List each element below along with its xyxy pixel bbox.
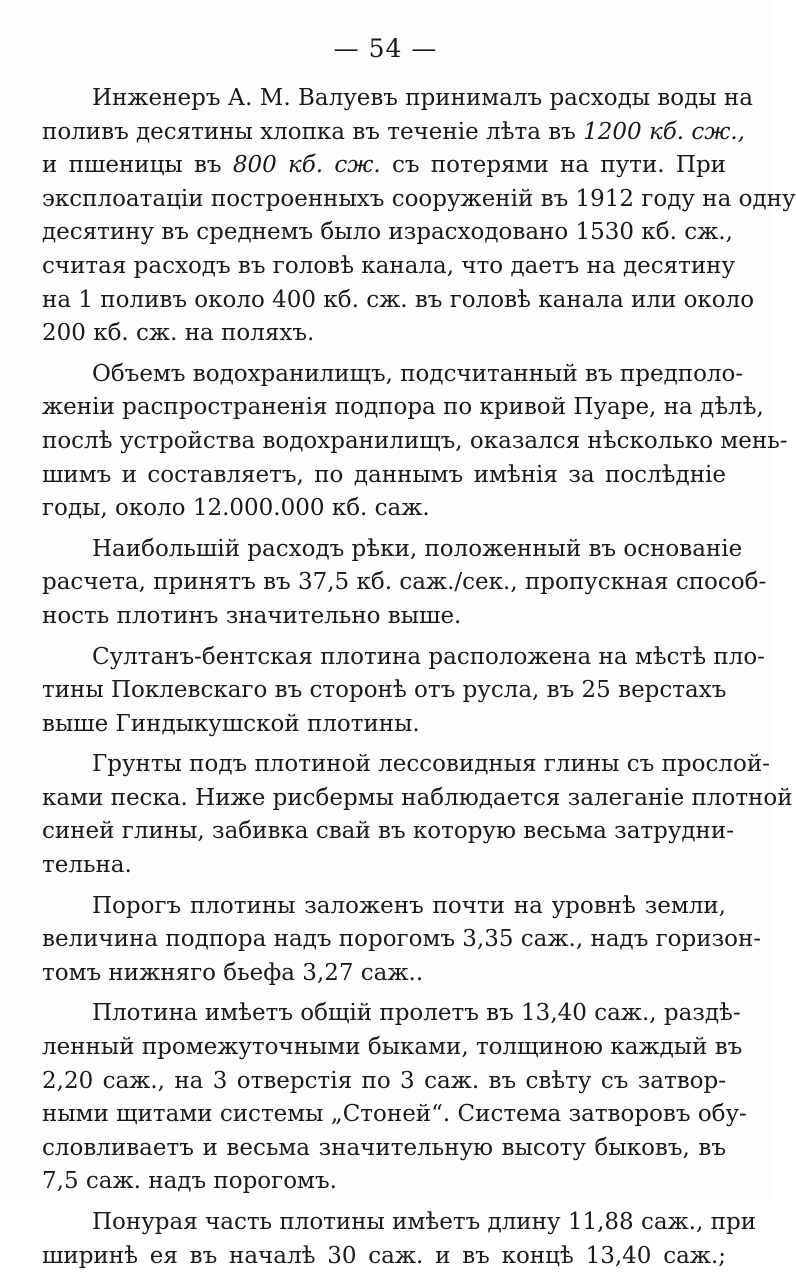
text-line — [42, 358, 744, 392]
text-run: ленный промежуточными быками, толщиною каждый въ — [42, 1034, 743, 1061]
text-line — [42, 116, 745, 150]
text-run: Султанъ-бентская плотина расположена на мѣстѣ пло- — [92, 643, 765, 670]
text-run: выше Гиндыкушской плотины. — [42, 710, 420, 737]
text-line — [42, 782, 793, 816]
text-run: Грунты подъ плотиной лессовидныя глины съ прослой- — [92, 751, 770, 778]
text-run: тины Поклевскаго въ сторонѣ отъ русла, въ 25 верстахъ — [42, 677, 727, 704]
text-line — [42, 492, 726, 526]
text-run: ными щитами системы „Стоней“. Система затворовъ обу- — [42, 1101, 747, 1128]
text-run: синей глины, забивка свай въ которую весьма затрудни- — [42, 818, 734, 845]
text-run: Порогъ плотины заложенъ почти на уровнѣ земли, — [92, 892, 726, 919]
text-line — [42, 284, 755, 318]
text-run: расчета, принятъ въ 37,5 кб. саж./сек., пропускная способ- — [42, 569, 767, 596]
text-run: Объемъ водохранилищъ, подсчитанный въ предполо- — [92, 360, 744, 387]
text-line — [42, 1098, 747, 1132]
paragraph — [42, 641, 765, 742]
text-run: шимъ и составляетъ, по даннымъ имѣнія за послѣдніе — [42, 461, 726, 488]
paragraph — [42, 748, 793, 882]
text-run: Понурая часть плотины имѣетъ длину 11,88 саж., при — [92, 1209, 757, 1235]
paragraph — [42, 82, 796, 351]
text-run: на 1 поливъ около 400 кб. сж. въ головѣ канала или около — [42, 286, 755, 313]
text-line — [42, 890, 726, 924]
paragraph-gap — [42, 1199, 726, 1206]
text-run: Инженеръ А. М. Валуевъ принималъ расходы воды на — [92, 85, 753, 111]
paragraph-gap — [42, 634, 726, 641]
text-line — [42, 1206, 757, 1240]
text-line — [42, 923, 762, 957]
text-run: ность плотинъ значительно выше. — [42, 602, 462, 629]
italic-text-run: 1200 кб. сж., — [583, 118, 745, 145]
text-run: считая расходъ въ головѣ канала, что даетъ на десятину — [42, 252, 736, 279]
text-line — [42, 459, 726, 493]
text-line — [42, 149, 726, 183]
text-line — [42, 849, 726, 883]
page-number: — 54 — — [333, 34, 438, 63]
text-run: годы, около 12.000.000 кб. саж. — [42, 495, 430, 522]
text-line — [42, 600, 726, 634]
text-line — [42, 391, 764, 425]
text-line — [42, 82, 753, 116]
text-run: съ потерями на пути. При — [380, 152, 726, 179]
text-run: эксплоатаціи построенныхъ сооруженій въ 1912 году на одну — [42, 185, 796, 212]
paragraph — [42, 358, 788, 526]
paragraph-gap — [42, 351, 726, 358]
text-run: тельна. — [42, 852, 132, 879]
text-run: поливъ десятины хлопка въ теченіе лѣта въ — [42, 118, 584, 145]
text-line — [42, 641, 765, 675]
text-line — [42, 566, 767, 600]
text-run: Наибольшій расходъ рѣки, положенный въ основаніе — [92, 535, 743, 562]
paragraph — [42, 890, 762, 991]
text-line — [42, 1065, 726, 1099]
text-line — [42, 216, 733, 250]
text-line — [42, 533, 743, 567]
italic-text-run: 800 кб. сж. — [232, 152, 381, 179]
paragraph — [42, 533, 767, 634]
text-run: ширинѣ ея въ началѣ 30 саж. и въ концѣ 13,40 саж.; — [42, 1242, 726, 1269]
text-line — [42, 708, 726, 742]
text-line — [42, 1132, 726, 1166]
text-line — [42, 997, 741, 1031]
text-run: 7,5 саж. надъ порогомъ. — [42, 1168, 337, 1195]
text-run: 200 кб. сж. на поляхъ. — [42, 320, 315, 347]
text-run: томъ нижняго бьефа 3,27 саж.. — [42, 959, 424, 986]
paragraph — [42, 1206, 757, 1273]
text-line — [42, 1031, 743, 1065]
text-run: 2,20 саж., на 3 отверстія по 3 саж. въ свѣту съ затвор- — [42, 1067, 726, 1094]
body-text — [42, 82, 796, 1273]
paragraph — [42, 997, 747, 1199]
paragraph-gap — [42, 526, 726, 533]
text-line — [42, 250, 736, 284]
paragraph-gap — [42, 883, 726, 890]
text-line — [42, 674, 726, 708]
paragraph-gap — [42, 990, 726, 997]
text-run: Плотина имѣетъ общій пролетъ въ 13,40 саж., раздѣ- — [92, 1000, 741, 1027]
paragraph-gap — [42, 741, 726, 748]
text-run: величина подпора надъ порогомъ 3,35 саж., надъ горизон- — [42, 926, 762, 953]
text-run: словливаетъ и весьма значительную высоту быковъ, въ — [42, 1134, 726, 1161]
text-run: ками песка. Ниже рисбермы наблюдается залеганіе плотной — [42, 784, 793, 811]
text-line — [42, 317, 726, 351]
text-line — [42, 815, 734, 849]
text-line — [42, 183, 796, 217]
text-line — [42, 957, 726, 991]
text-run: послѣ устройства водохранилищъ, оказался нѣсколько мень- — [42, 427, 788, 454]
text-run: десятину въ среднемъ было израсходовано 1530 кб. сж., — [42, 219, 733, 246]
text-run: и пшеницы въ — [42, 152, 233, 179]
text-run: женіи распространенія подпора по кривой Пуаре, на дѣлѣ, — [42, 394, 764, 421]
text-line — [42, 1165, 726, 1199]
text-line — [42, 425, 788, 459]
text-line — [42, 748, 770, 782]
text-line — [42, 1240, 726, 1273]
